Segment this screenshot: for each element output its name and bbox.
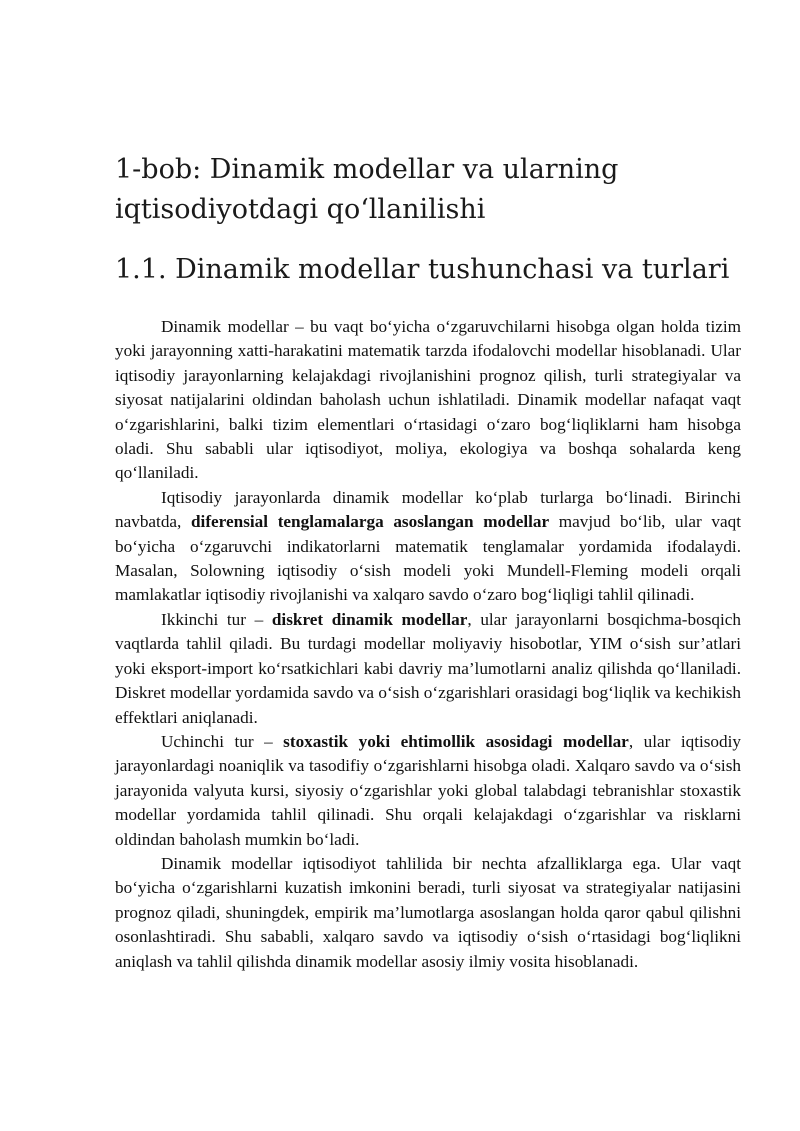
paragraph-4 <box>115 730 741 852</box>
paragraph-3-text-before: Ikkinchi tur – <box>161 609 272 629</box>
document-page <box>115 150 741 974</box>
chapter-title-line1: 1-bob: Dinamik modellar va ularning <box>115 154 619 185</box>
paragraph-2-text-before: Iqtisodiy jarayonlarda dinamik modellar ko‘plab turlarga bo‘linadi. Birinchi navbatda, <box>115 487 741 532</box>
paragraph-3-bold-term: diskret dinamik modellar <box>271 609 468 629</box>
section-title: 1.1. Dinamik modellar tushunchasi va turlari <box>115 254 730 285</box>
paragraph-4-bold-term: stoxastik yoki ehtimollik asosidagi modellar <box>283 731 629 751</box>
paragraph-4-text-after: , ular iqtisodiy jarayonlardagi noaniqlik va tasodifiy o‘zgarishlarni hisobga oladi. Xalqaro savdo va o‘sish jarayonida valyuta kursi, siyosiy o‘zgarishlar yoki global talabdagi tebranishlar stoxastik modellar yordamida tahlil qilinadi. Shu orqali kelajakdagi o‘zgarishlar va risklarni oldindan baholash mumkin bo‘ladi. <box>115 731 741 849</box>
chapter-title-line2: iqtisodiyotdagi qo‘llanilishi <box>115 194 486 225</box>
paragraph-3 <box>115 608 741 730</box>
paragraph-2-bold-term: diferensial tenglamalarga asoslangan modellar <box>191 512 550 532</box>
paragraph-3-text-after: , ular jarayonlarni bosqichma-bosqich vaqtlarda tahlil qiladi. Bu turdagi modellar moliyaviy hisobotlar, YIM o‘sish sur’atlari yoki eksport-import ko‘rsatkichlari kabi davriy ma’lumotlarni analiz qilishda qo‘llaniladi. Diskret modellar yordamida savdo va o‘sish o‘zgarishlari orasidagi bog‘liqlik va kechikish effektlari aniqlanadi. <box>115 609 741 727</box>
paragraph-4-text-before: Uchinchi tur – <box>161 731 284 751</box>
paragraph-1: Dinamik modellar – bu vaqt bo‘yicha o‘zgaruvchilarni hisobga olgan holda tizim yoki jarayonning xatti-harakatini matematik tarzda ifodalovchi modellar hisoblanadi. Ular iqtisodiy jarayonlarning kelajakdagi rivojlanishini prognoz qilish, turli strategiyalar va siyosat natijalarini oldindan baholash uchun ishlatiladi. Dinamik modellar nafaqat vaqt o‘zgarishlarini, balki tizim elementlari o‘rtasidagi o‘zaro bog‘liqliklarni ham hisobga oladi. Shu sababli ular iqtisodiyot, moliya, ekologiya va boshqa sohalarda keng qo‘llaniladi. <box>115 317 741 483</box>
body-text <box>115 315 741 974</box>
paragraph-2 <box>115 486 741 608</box>
paragraph-2-text-after: mavjud bo‘lib, ular vaqt bo‘yicha o‘zgaruvchi indikatorlarni matematik tenglamalar yordamida ifodalaydi. Masalan, Solowning iqtisodiy o‘sish modeli yoki Mundell-Fleming modeli orqali mamlakatlar iqtisodiy rivojlanishi va xalqaro savdo o‘zaro bog‘liqligi tahlil qilinadi. <box>115 512 741 605</box>
paragraph-5: Dinamik modellar iqtisodiyot tahlilida bir nechta afzalliklarga ega. Ular vaqt bo‘yicha o‘zgarishlarni kuzatish imkonini beradi, turli siyosat va strategiyalar natijasini prognoz qiladi, shuningdek, empirik ma’lumotlarga asoslangan holda qaror qabul qilishni osonlashtiradi. Shu sababli, xalqaro savdo va iqtisodiy o‘sish o‘rtasidagi bog‘liqlikni aniqlash va tahlil qilishda dinamik modellar asosiy ilmiy vosita hisoblanadi. <box>115 853 741 971</box>
chapter-title <box>115 150 741 230</box>
